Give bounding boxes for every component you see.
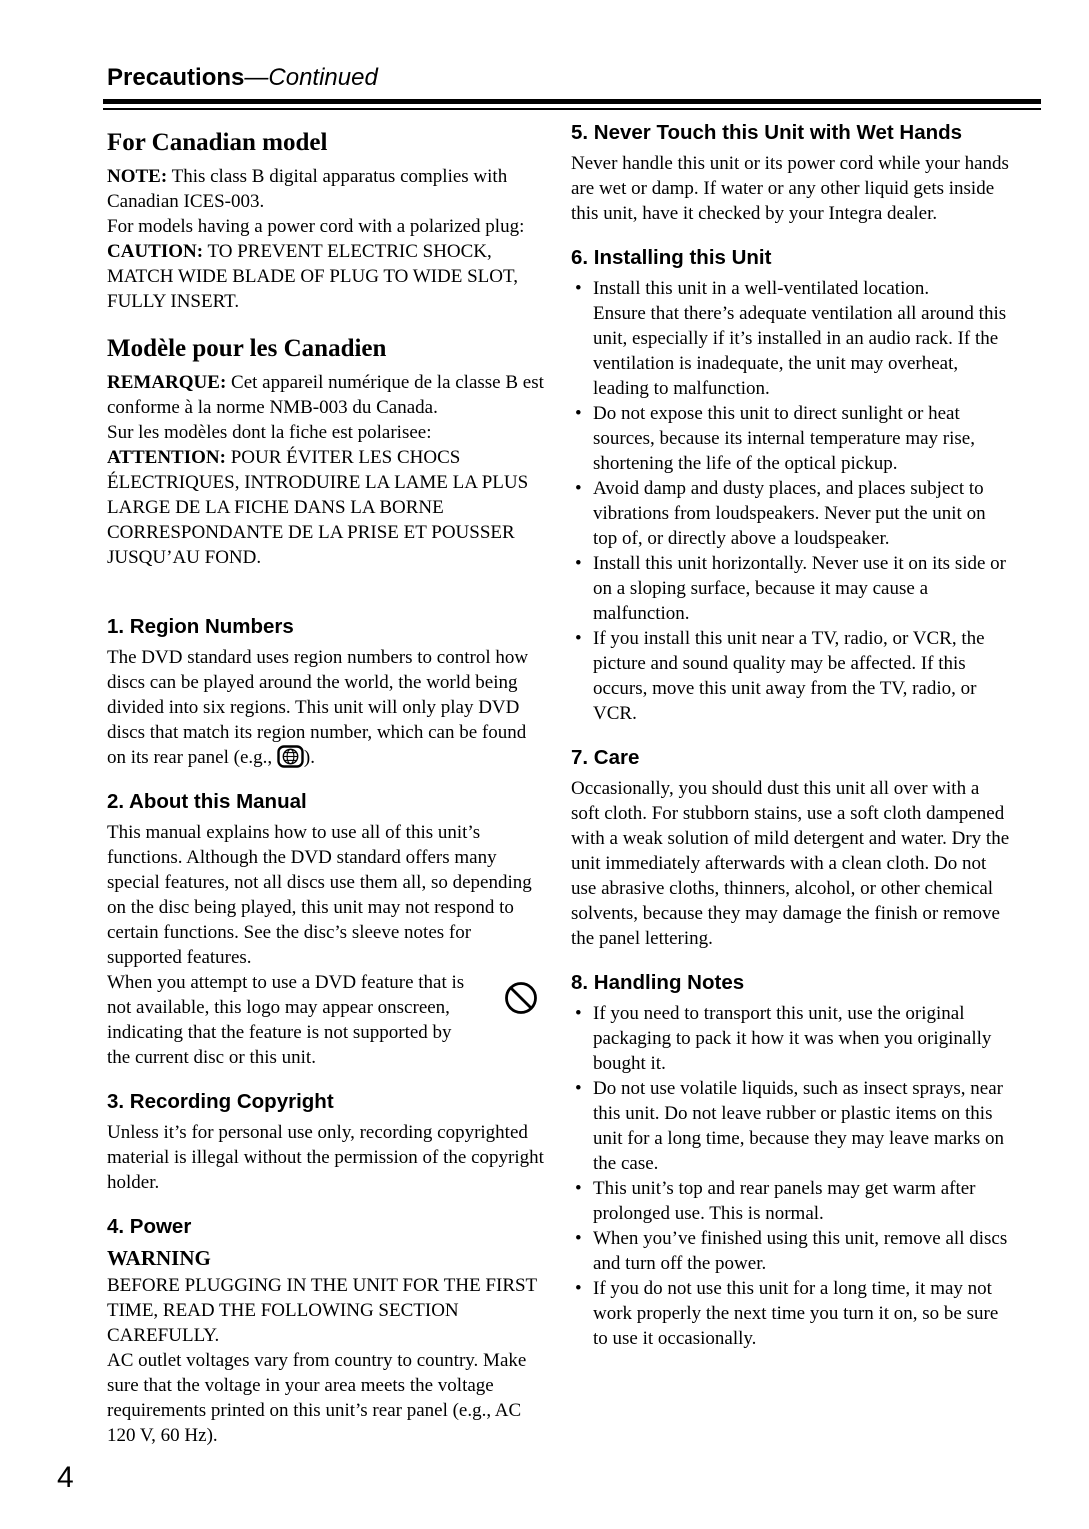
bullet-text: • If you do not use this unit for a long time, it may not work properly the next time you turn it on, so be sure to use it occasionally. <box>593 1278 999 1349</box>
heading-about-manual: 2. About this Manual <box>107 790 307 813</box>
remarque-text: Cet appareil numérique de la classe B est conforme à la norme NMB-003 du Canada. <box>107 372 544 418</box>
caution-text: TO PREVENT ELECTRIC SHOCK, MATCH WIDE BLADE OF PLUG TO WIDE SLOT, FULLY INSERT. <box>107 241 518 312</box>
bullet-text: • If you need to transport this unit, use the original packaging to pack it how it was when you originally bought it. <box>593 1003 992 1074</box>
paragraph-care: Occasionally, you should dust this unit all over with a soft cloth. For stubborn stains, use a soft cloth dampened with a weak solution of mild detergent and water. Dry the unit immediately afterwards with a clean cloth. Do not use abrasive cloths, thinners, alcohol, or other chemical solvents, because they may damage the finish or remove the panel lettering. <box>571 778 1010 949</box>
note-label: NOTE: <box>107 166 168 187</box>
bullet-continuation: Ensure that there’s adequate ventilation all around this unit, especially if it’s installed in an audio rack. If the ventilation is inadequate, the unit may overheat, leading to malfunction. <box>593 303 1007 399</box>
paragraph-recording-copyright: Unless it’s for personal use only, recording copyrighted material is illegal without the permission of the copyright holder. <box>107 1122 544 1193</box>
about-manual-logo-row <box>107 970 545 1070</box>
bullet-text: • Install this unit horizontally. Never use it on its side or on a sloping surface, because it may cause a malfunction. <box>593 553 1007 624</box>
region-text-after: ). <box>303 747 315 768</box>
heading-care: 7. Care <box>571 746 640 769</box>
bullet-text: • Do not expose this unit to direct sunlight or heat sources, because its internal temperature may rise, shortening the life of the optical pickup. <box>593 403 975 474</box>
bullet-text: • When you’ve finished using this unit, remove all discs and turn off the power. <box>593 1228 1008 1274</box>
heading-installing: 6. Installing this Unit <box>571 246 772 269</box>
attention-label: ATTENTION: <box>107 447 226 468</box>
bullet-text: • Avoid damp and dusty places, and places subject to vibrations from loudspeakers. Never put the unit on top of, or directly above a loudspeaker. <box>593 478 986 549</box>
page-title-continued: —Continued <box>244 64 378 91</box>
heading-power: 4. Power <box>107 1215 192 1238</box>
list-item <box>571 551 1011 626</box>
heading-warning: WARNING <box>107 1246 211 1270</box>
heading-handling-notes: 8. Handling Notes <box>571 971 745 994</box>
heading-modele-canadien: Modèle pour les Canadien <box>107 335 387 362</box>
paragraph-region-numbers <box>107 645 545 770</box>
paragraph-polarized: For models having a power cord with a polarized plug: <box>107 216 525 237</box>
heading-wet-hands: 5. Never Touch this Unit with Wet Hands <box>571 121 963 144</box>
region-code-globe-icon <box>277 747 304 768</box>
paragraph-remarque <box>107 370 545 420</box>
installing-bullet-list <box>571 276 1011 726</box>
remarque-label: REMARQUE: <box>107 372 227 393</box>
header-double-rule <box>103 99 1041 110</box>
paragraph-about-manual-2: When you attempt to use a DVD feature that is not available, this logo may appear onscreen, indicating that the feature is not supported by the current disc or this unit. <box>107 972 465 1068</box>
paragraph-attention <box>107 445 545 570</box>
bullet-text: • Install this unit in a well-ventilated location. <box>593 278 930 299</box>
prohibited-circle-slash-icon <box>503 980 539 1023</box>
paragraph-note <box>107 164 545 214</box>
paragraph-wet-hands: Never handle this unit or its power cord while your hands are wet or damp. If water or any other liquid gets inside this unit, have it checked by your Integra dealer. <box>571 153 1009 224</box>
list-item <box>571 1276 1011 1351</box>
right-column <box>571 120 1011 1351</box>
list-item <box>571 401 1011 476</box>
list-item <box>571 626 1011 726</box>
paragraph-warning: BEFORE PLUGGING IN THE UNIT FOR THE FIRST TIME, READ THE FOLLOWING SECTION CAREFULLY. <box>107 1275 537 1346</box>
caution-label: CAUTION: <box>107 241 204 262</box>
page-title-bold: Precautions <box>107 64 245 91</box>
handling-bullet-list <box>571 1001 1011 1351</box>
page-header <box>103 64 1041 110</box>
attention-text: POUR ÉVITER LES CHOCS ÉLECTRIQUES, INTRODUIRE LA LAME LA PLUS LARGE DE LA FICHE DANS LA BORNE CORRESPONDANTE DE LA PRISE ET POUSSER JUSQU’AU FOND. <box>107 447 529 568</box>
paragraph-polarisee: Sur les modèles dont la fiche est polarisee: <box>107 422 432 443</box>
list-item <box>571 1226 1011 1276</box>
bullet-text: • Do not use volatile liquids, such as insect sprays, near this unit. Do not leave rubber or plastic items on this unit for a long time, because they may leave marks on the case. <box>593 1078 1005 1174</box>
list-item <box>571 1176 1011 1226</box>
page-title <box>107 64 1041 92</box>
page-number: 4 <box>57 1461 74 1494</box>
list-item <box>571 1076 1011 1176</box>
list-item <box>571 1001 1011 1076</box>
list-item <box>571 476 1011 551</box>
bullet-text: • If you install this unit near a TV, radio, or VCR, the picture and sound quality may be affected. If this occurs, move this unit away from the TV, radio, or VCR. <box>593 628 985 724</box>
region-text-before: The DVD standard uses region numbers to control how discs can be played around the world, the world being divided into six regions. This unit will only play DVD discs that match its region number, which can be found on its rear panel (e.g., <box>107 647 529 768</box>
left-column <box>107 128 545 1448</box>
heading-recording-copyright: 3. Recording Copyright <box>107 1090 334 1113</box>
list-item <box>571 276 1011 401</box>
heading-canadian-model: For Canadian model <box>107 129 328 156</box>
bullet-text: • This unit’s top and rear panels may get warm after prolonged use. This is normal. <box>593 1178 976 1224</box>
paragraph-about-manual-1: This manual explains how to use all of this unit’s functions. Although the DVD standard offers many special features, not all discs use them all, so depending on the disc being played, this unit may not respond to certain functions. See the disc’s sleeve notes for supported features. <box>107 822 532 968</box>
note-text: This class B digital apparatus complies with Canadian ICES-003. <box>107 166 508 212</box>
heading-region-numbers: 1. Region Numbers <box>107 615 294 638</box>
paragraph-ac-voltage: AC outlet voltages vary from country to country. Make sure that the voltage in your area meets the voltage requirements printed on this unit’s rear panel (e.g., AC 120 V, 60 Hz). <box>107 1350 527 1446</box>
paragraph-caution <box>107 239 545 314</box>
